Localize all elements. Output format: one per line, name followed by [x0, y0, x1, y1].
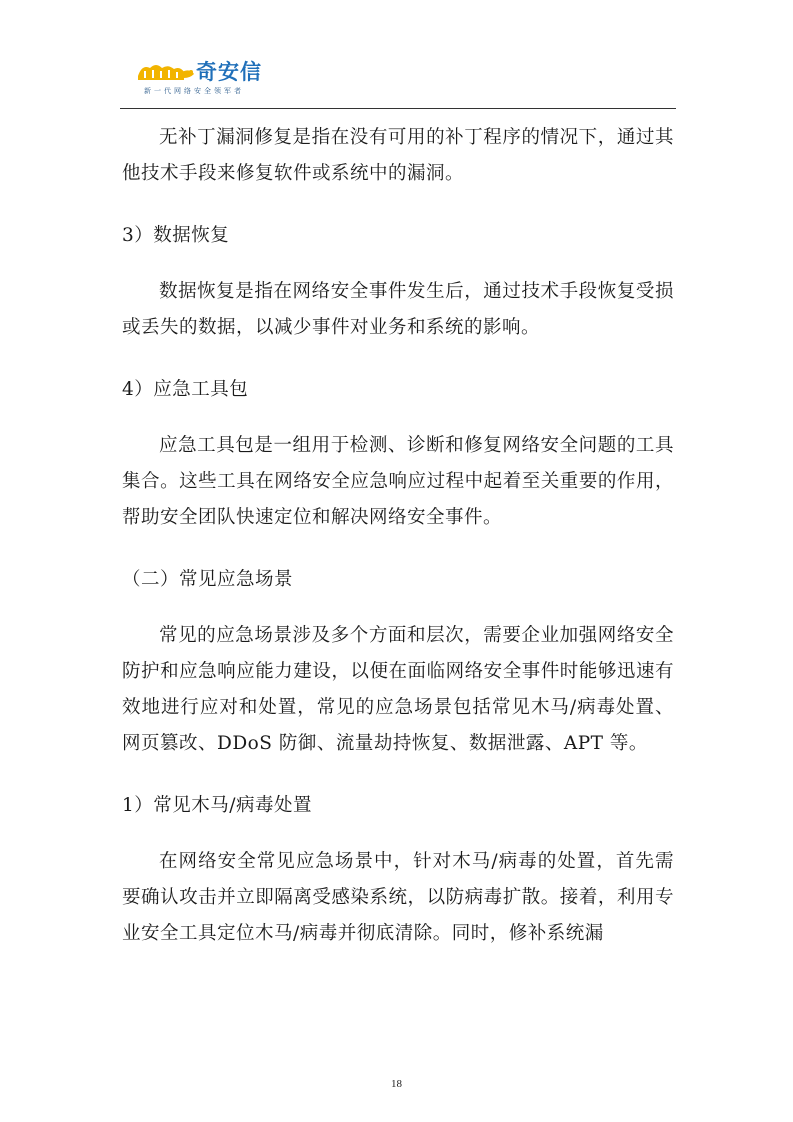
- logo-mark-icon: [134, 58, 196, 84]
- paragraph-common-scenarios: 常见的应急场景涉及多个方面和层次，需要企业加强网络安全防护和应急响应能力建设，以便在面临网络安全事件时能够迅速有效地进行应对和处置，常见的应急场景包括常见木马/病毒处置、网页篡改、DDoS 防御、流量劫持恢复、数据泄露、APT 等。: [122, 625, 674, 754]
- heading-data-recovery: 3）数据恢复: [122, 225, 230, 246]
- page-header: [120, 52, 676, 110]
- logo-slogan: 新一代网络安全领军者: [144, 87, 244, 95]
- page-number: 18: [391, 1078, 402, 1090]
- paragraph-emergency-toolkit: 应急工具包是一组用于检测、诊断和修复网络安全问题的工具集合。这些工具在网络安全应急响应过程中起着至关重要的作用，帮助安全团队快速定位和解决网络安全事件。: [122, 435, 674, 528]
- company-logo: [134, 56, 284, 102]
- logo-name: 奇安信: [196, 60, 262, 84]
- heading-emergency-toolkit: 4）应急工具包: [122, 379, 249, 400]
- paragraph-trojan-virus: 在网络安全常见应急场景中，针对木马/病毒的处置，首先需要确认攻击并立即隔离受感染系统，以防病毒扩散。接着，利用专业安全工具定位木马/病毒并彻底清除。同时，修补系统漏: [122, 851, 674, 944]
- heading-trojan-virus: 1）常见木马/病毒处置: [122, 795, 313, 816]
- header-divider: [120, 108, 676, 109]
- paragraph-unpatched-vuln-fix: 无补丁漏洞修复是指在没有可用的补丁程序的情况下，通过其他技术手段来修复软件或系统中的漏洞。: [122, 127, 674, 184]
- heading-common-scenarios: （二）常见应急场景: [122, 569, 294, 590]
- document-body: [122, 120, 674, 952]
- paragraph-data-recovery: 数据恢复是指在网络安全事件发生后，通过技术手段恢复受损或丢失的数据，以减少事件对业务和系统的影响。: [122, 281, 674, 338]
